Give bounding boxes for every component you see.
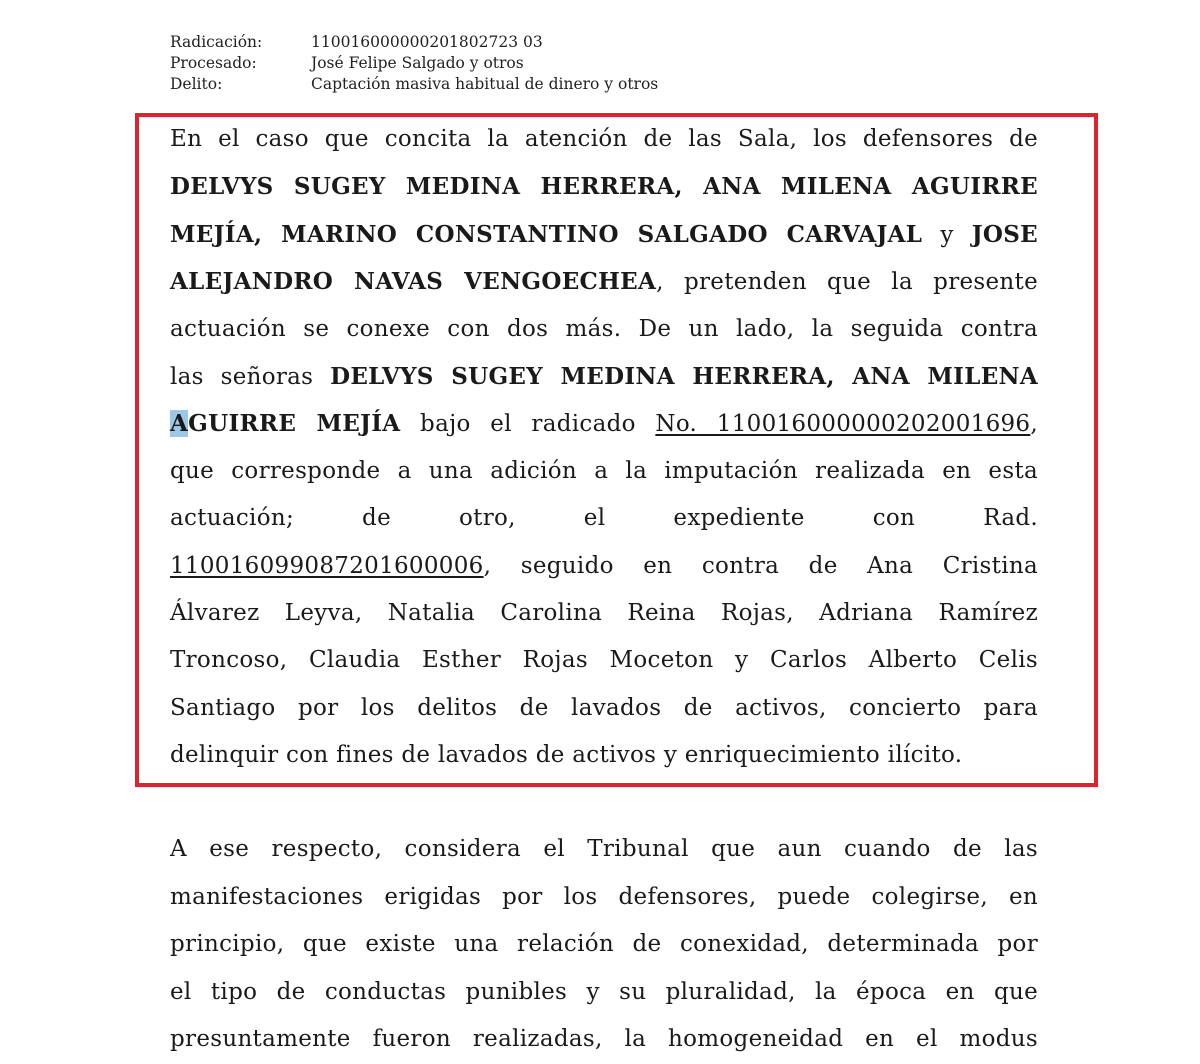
paragraph-line bbox=[170, 590, 1038, 637]
delito-row bbox=[170, 74, 658, 95]
defendant-names: MEJÍA, MARINO CONSTANTINO SALGADO CARVAJAL bbox=[170, 220, 923, 248]
defendant-names: GUIRRE MEJÍA bbox=[188, 410, 401, 438]
paragraph-line bbox=[170, 637, 1038, 684]
line-text: , seguido en contra de Ana Cristina bbox=[483, 552, 1038, 579]
paragraph-line bbox=[170, 969, 1038, 1017]
line-text: , pretenden que la presente bbox=[656, 269, 1038, 296]
line-text: delinquir con fines de lavados de activos y enriquecimiento ilícito. bbox=[170, 742, 963, 769]
defendant-names: ALEJANDRO NAVAS VENGOECHEA bbox=[170, 268, 657, 296]
paragraph-line bbox=[170, 448, 1038, 495]
line-text: manifestaciones erigidas por los defensores, puede colegirse, en bbox=[170, 883, 1038, 910]
paragraph-line bbox=[170, 306, 1038, 353]
paragraph-line bbox=[170, 543, 1038, 590]
paragraph-line bbox=[170, 116, 1038, 163]
paragraph-line bbox=[170, 163, 1038, 210]
line-text: presuntamente fueron realizadas, la homogeneidad en el modus bbox=[170, 1026, 1038, 1053]
paragraph-line bbox=[170, 400, 1038, 447]
paragraph-line bbox=[170, 353, 1038, 400]
line-text: , bbox=[1030, 411, 1038, 438]
line-text: actuación se conexe con dos más. De un lado, la seguida contra bbox=[170, 315, 1038, 342]
line-text: Álvarez Leyva, Natalia Carolina Reina Rojas, Adriana Ramírez bbox=[170, 599, 1038, 626]
radicacion-label: Radicación: bbox=[170, 33, 263, 51]
line-text: principio, que existe una relación de conexidad, determinada por bbox=[170, 931, 1038, 958]
defendant-names: DELVYS SUGEY MEDINA HERRERA, ANA MILENA bbox=[330, 362, 1039, 390]
line-text: el tipo de conductas punibles y su pluralidad, la época en que bbox=[170, 978, 1038, 1005]
paragraph-line bbox=[170, 1016, 1038, 1064]
text-cursor-selection: A bbox=[170, 410, 189, 438]
delito-label: Delito: bbox=[170, 75, 223, 93]
line-text: que corresponde a una adición a la imputación realizada en esta bbox=[170, 457, 1038, 484]
paragraph-line bbox=[170, 495, 1038, 542]
case-number-underlined: No. 110016000000202001696 bbox=[655, 411, 1031, 438]
line-text: actuación; de otro, el expediente con Rad. bbox=[170, 505, 1038, 532]
radicacion-value: 110016000000201802723 03 bbox=[311, 33, 543, 51]
line-text: En el caso que concita la atención de las Sala, los defensores de bbox=[170, 126, 1038, 152]
paragraph-line bbox=[170, 874, 1038, 922]
procesado-value: José Felipe Salgado y otros bbox=[311, 54, 524, 72]
procesado-row bbox=[170, 53, 658, 74]
highlighted-paragraph bbox=[170, 116, 1038, 779]
paragraph-line bbox=[170, 211, 1038, 258]
delito-value: Captación masiva habitual de dinero y otros bbox=[311, 75, 659, 93]
document-header bbox=[170, 32, 658, 95]
paragraph-line bbox=[170, 826, 1038, 874]
line-text: A ese respecto, considera el Tribunal que aun cuando de las bbox=[170, 836, 1038, 862]
paragraph-line bbox=[170, 921, 1038, 969]
following-paragraph bbox=[170, 826, 1038, 1064]
defendant-names: JOSE bbox=[971, 220, 1038, 248]
line-text: las señoras bbox=[170, 363, 331, 390]
paragraph-line bbox=[170, 258, 1038, 305]
case-number-underlined: 110016099087201600006 bbox=[170, 552, 484, 579]
paragraph-line bbox=[170, 685, 1038, 732]
paragraph-line bbox=[170, 732, 1038, 779]
line-text: bajo el radicado bbox=[400, 411, 656, 438]
line-text: Santiago por los delitos de lavados de activos, concierto para bbox=[170, 694, 1038, 721]
line-text: Troncoso, Claudia Esther Rojas Moceton y Carlos Alberto Celis bbox=[170, 647, 1038, 674]
line-text: y bbox=[922, 221, 972, 248]
radicacion-row bbox=[170, 32, 658, 53]
defendant-names: DELVYS SUGEY MEDINA HERRERA, ANA MILENA AGUIRRE bbox=[170, 173, 1038, 201]
procesado-label: Procesado: bbox=[170, 54, 257, 72]
